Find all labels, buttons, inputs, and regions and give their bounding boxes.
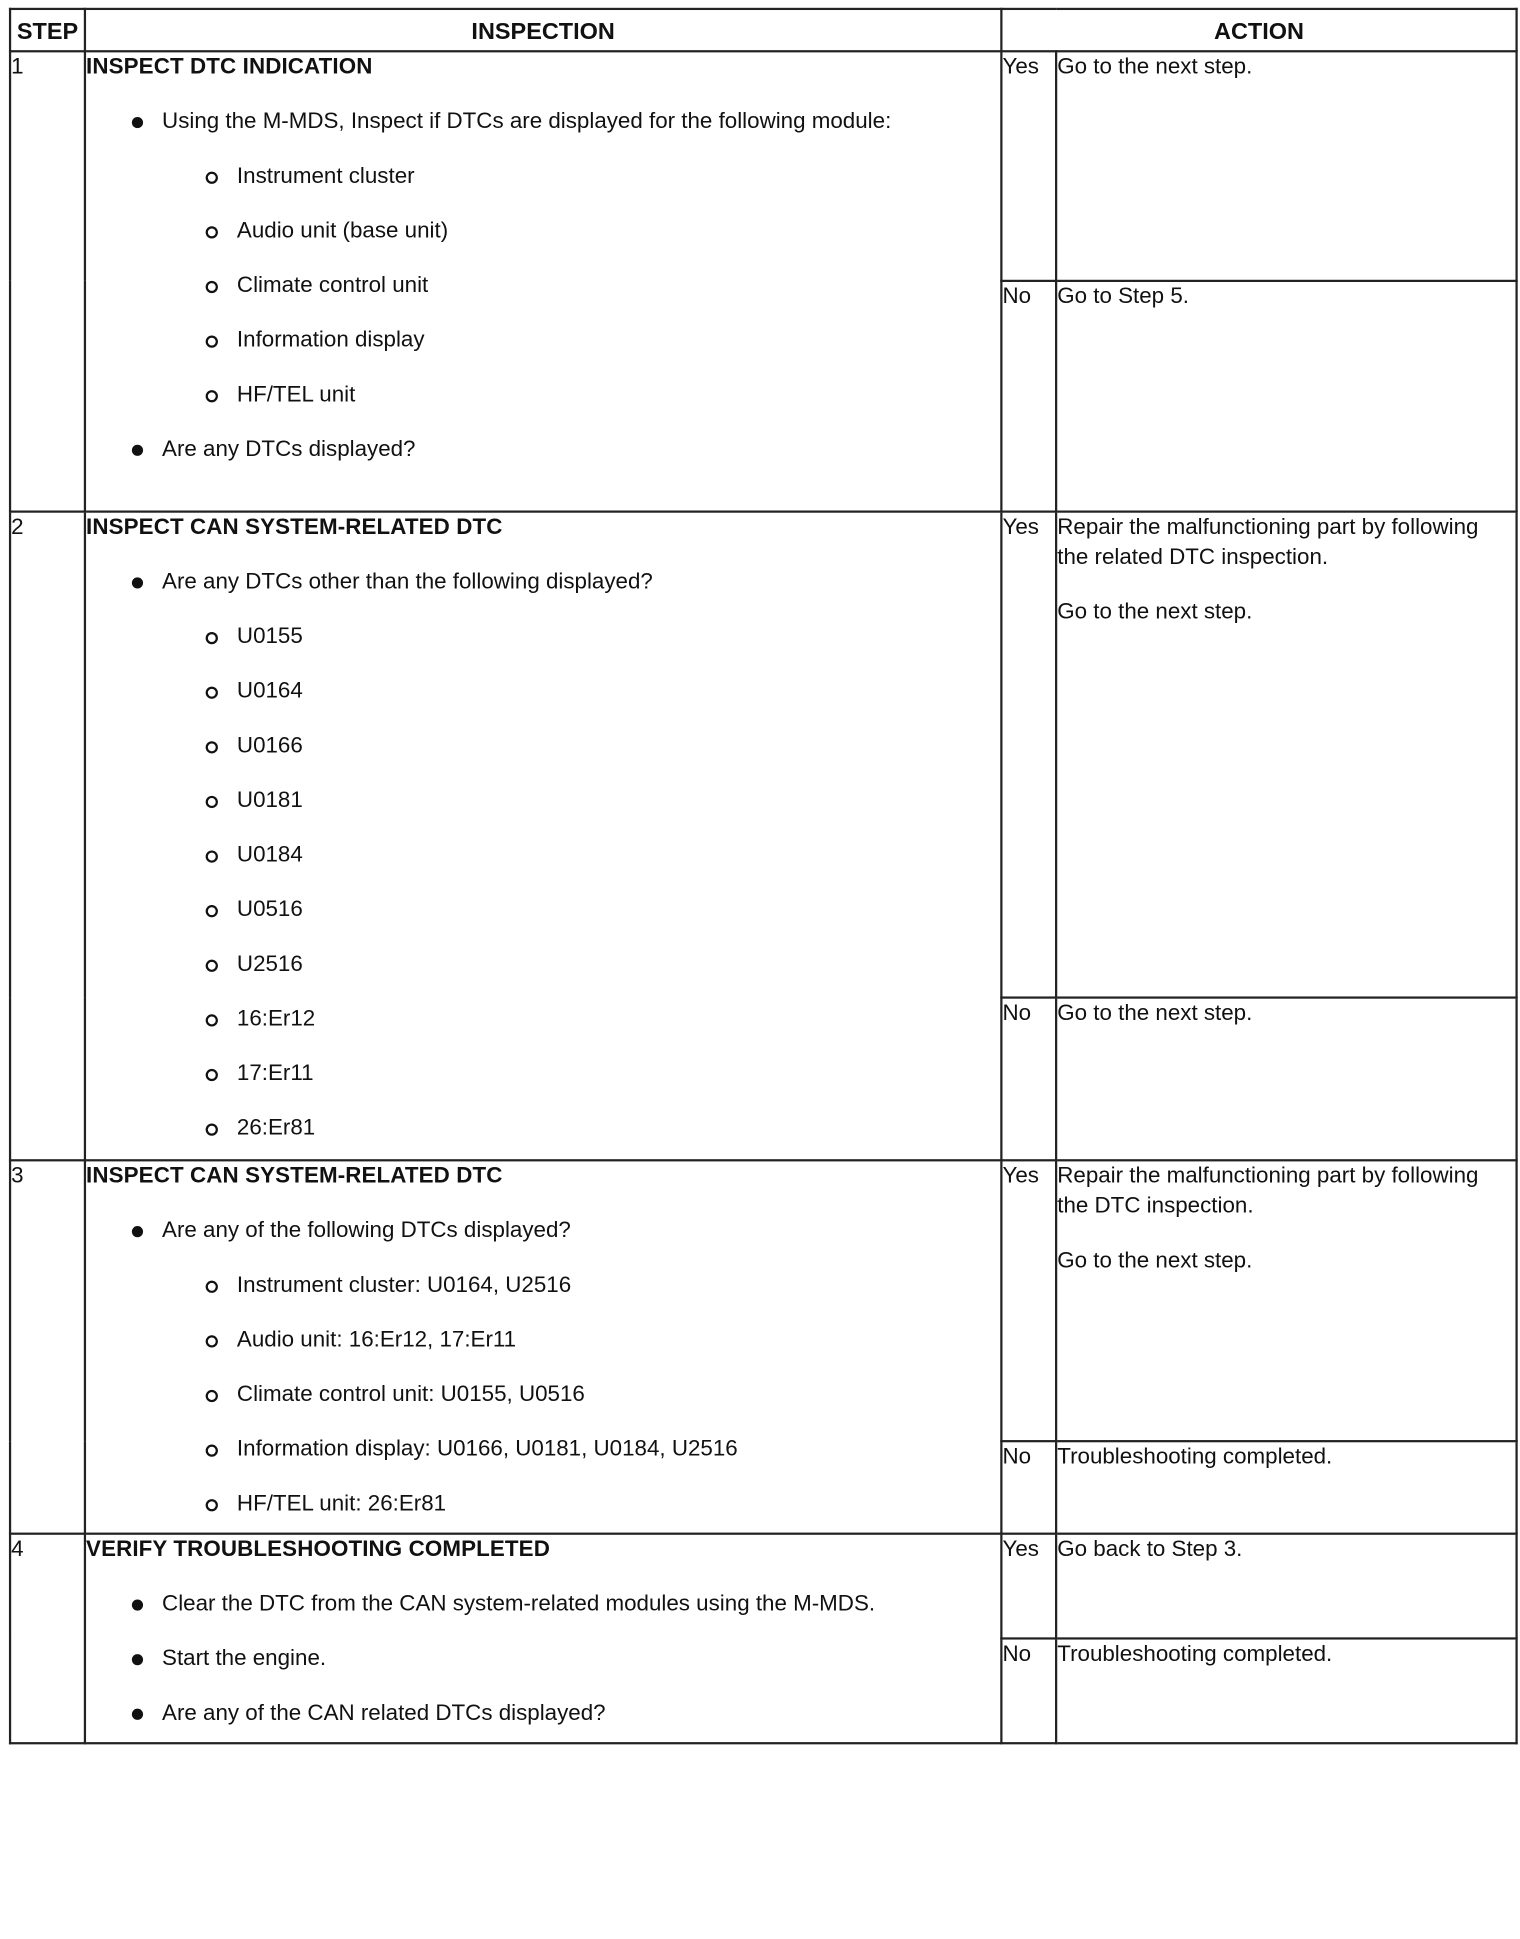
no-label: No [1001, 1638, 1056, 1743]
action-text: Go to the next step. [1057, 54, 1253, 80]
step-1-yes-row [10, 51, 1517, 281]
sub-item: U0516 [86, 895, 1000, 925]
no-action [1056, 1441, 1516, 1534]
inspection-column-header: INSPECTION [85, 9, 1001, 51]
action-text: Repair the malfunctioning part by following the related DTC inspection. [1057, 514, 1479, 570]
sub-item: Information display: U0166, U0181, U0184, U2516 [86, 1434, 1000, 1464]
sub-item: Instrument cluster: U0164, U2516 [86, 1271, 1000, 1301]
step-number: 3 [10, 1160, 85, 1533]
sub-item: Information display [86, 325, 1000, 355]
step-title: VERIFY TROUBLESHOOTING COMPLETED [86, 1537, 550, 1562]
step-number: 4 [10, 1534, 85, 1744]
sub-item: Climate control unit [86, 271, 1000, 301]
sub-item: U0155 [86, 622, 1000, 652]
action-text: Troubleshooting completed. [1057, 1444, 1333, 1470]
yes-label: Yes [1001, 512, 1056, 998]
step-title: INSPECT CAN SYSTEM-RELATED DTC [86, 1163, 503, 1189]
no-action [1056, 998, 1516, 1161]
step-4-inspection [85, 1534, 1001, 1744]
yes-label: Yes [1001, 1534, 1056, 1639]
troubleshooting-table [9, 8, 1518, 1745]
action-text: Go to Step 5. [1057, 284, 1189, 309]
yes-action [1056, 512, 1516, 998]
sub-item: U0164 [86, 677, 1000, 707]
step-number: 1 [10, 51, 85, 511]
action-text: Go to the next step. [1057, 1000, 1253, 1026]
sub-item: HF/TEL unit [86, 380, 1000, 410]
no-action [1056, 1638, 1516, 1743]
action-text: Repair the malfunctioning part by following the DTC inspection. [1057, 1163, 1479, 1219]
yes-action [1056, 1534, 1516, 1639]
bullet-item: Are any DTCs other than the following displayed? [86, 567, 1000, 597]
sub-item: Audio unit: 16:Er12, 17:Er11 [86, 1325, 1000, 1355]
step-4-yes-row [10, 1534, 1517, 1639]
sub-item: Audio unit (base unit) [86, 216, 1000, 246]
bullet-item: Using the M-MDS, Inspect if DTCs are displayed for the following module: [86, 107, 1000, 137]
yes-label: Yes [1001, 1160, 1056, 1441]
bullet-item: Are any of the following DTCs displayed? [86, 1216, 1000, 1246]
sub-item: Climate control unit: U0155, U0516 [86, 1380, 1000, 1410]
sub-item: Instrument cluster [86, 162, 1000, 192]
step-3-yes-row [10, 1160, 1517, 1441]
action-text: Go back to Step 3. [1057, 1537, 1243, 1562]
sub-item: U0184 [86, 840, 1000, 870]
bullet-item: Are any of the CAN related DTCs displayed? [86, 1699, 1000, 1729]
action-text: Troubleshooting completed. [1057, 1641, 1333, 1667]
step-number: 2 [10, 512, 85, 1161]
sub-item: U0166 [86, 731, 1000, 761]
sub-item: U2516 [86, 950, 1000, 980]
no-action [1056, 281, 1516, 512]
sub-item: HF/TEL unit: 26:Er81 [86, 1489, 1000, 1519]
sub-item: U0181 [86, 786, 1000, 816]
step-title: INSPECT DTC INDICATION [86, 54, 373, 80]
no-label: No [1001, 998, 1056, 1161]
step-title: INSPECT CAN SYSTEM-RELATED DTC [86, 514, 503, 540]
step-column-header: STEP [10, 9, 85, 51]
table-header-row [10, 9, 1517, 51]
no-label: No [1001, 281, 1056, 512]
step-2-yes-row [10, 512, 1517, 998]
sub-item: 16:Er12 [86, 1004, 1000, 1034]
step-1-inspection [85, 51, 1001, 511]
step-3-inspection [85, 1160, 1001, 1533]
action-text: Go to the next step. [1057, 1248, 1253, 1273]
action-column-header: ACTION [1001, 9, 1516, 51]
bullet-item: Clear the DTC from the CAN system-related modules using the M-MDS. [86, 1589, 1000, 1619]
yes-label: Yes [1001, 51, 1056, 281]
bullet-item: Are any DTCs displayed? [86, 435, 1000, 465]
action-text: Go to the next step. [1057, 599, 1253, 625]
sub-item: 17:Er11 [86, 1059, 1000, 1089]
yes-action [1056, 51, 1516, 281]
sub-item: 26:Er81 [86, 1113, 1000, 1143]
bullet-item: Start the engine. [86, 1644, 1000, 1674]
no-label: No [1001, 1441, 1056, 1534]
step-2-inspection [85, 512, 1001, 1161]
yes-action [1056, 1160, 1516, 1441]
